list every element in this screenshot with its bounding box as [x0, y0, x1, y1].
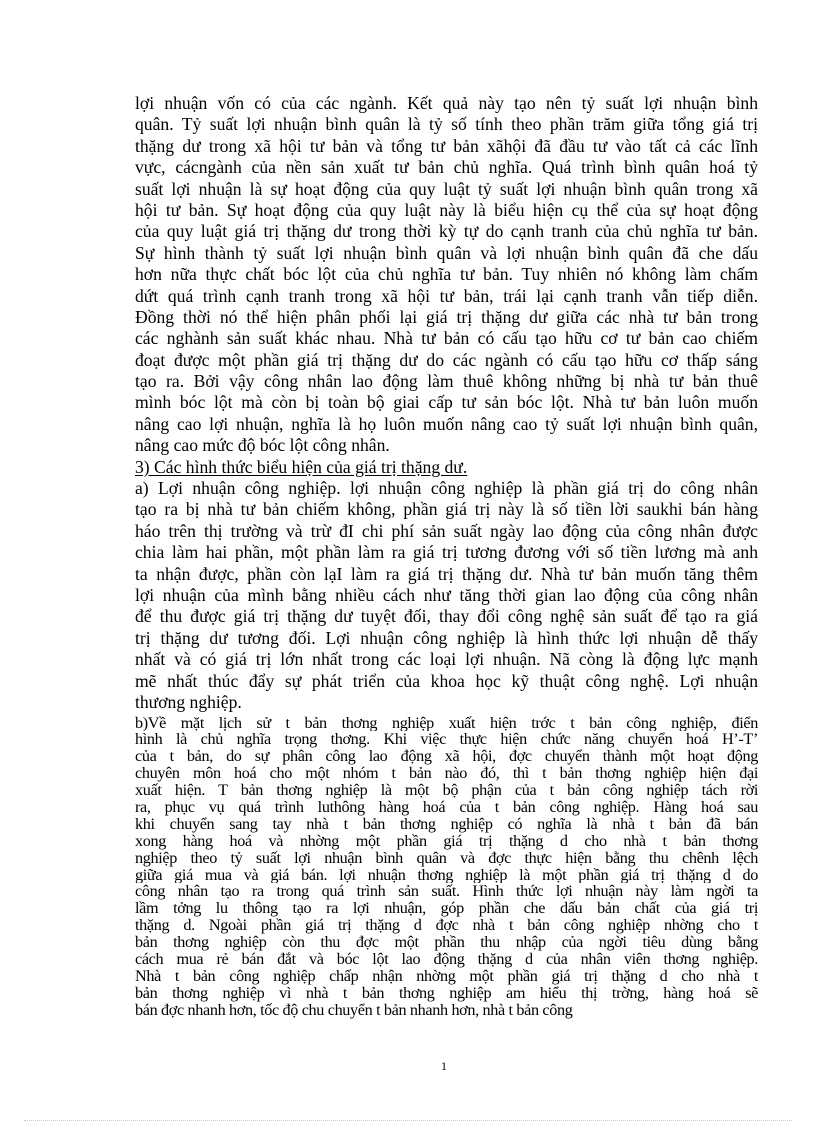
text-line: trị thặng dư tương đối. Lợi nhuận công nghiệp là hình thức lợi nhuận dễ thấy: [135, 627, 758, 648]
text-line: lợi nhuận của mình bằng nhiều cách như tăng thời gian lao động của công nhân: [135, 584, 758, 605]
text-line: vực, cácngành của nền sản xuất tư bản chủ nghĩa. Quá trình bình quân hoá tỷ: [135, 157, 758, 178]
text-line: thương nghiệp.: [135, 691, 242, 712]
text-line: nhất và có giá trị lớn nhất trong các loại lợi nhuận. Nã còng là động lực mạnh: [135, 649, 758, 670]
text-line: hình là chủ nghĩa trọng thơng. Khi việc thực hiện chức năng chuyển hoá H’-T’: [135, 731, 758, 749]
text-line: bản thơng nghiệp vì nhà t bản thơng nghiệp am hiểu thị trờng, hàng hoá sẽ: [135, 984, 758, 1002]
text-line: hội tư bản. Sự hoạt động của quy luật này là biểu hiện cụ thể của sự hoạt động: [135, 199, 758, 220]
section-heading: 3) Các hình thức biểu hiện của giá trị thặng dư.: [135, 456, 468, 477]
paragraph-commercial-profit: [135, 715, 758, 1019]
text-line: thặng dư trong xã hội tư bản và tổng tư bản xãhội đã đầu tư vào tất cả các lĩnh: [135, 135, 758, 156]
text-line: b)Về mặt lịch sử t bản thơng nghiệp xuất hiện trớc t bản công nghiệp, điển: [135, 714, 758, 732]
body-text-upper: [135, 93, 758, 713]
text-line: nghiệp theo tỷ suất lợi nhuận bình quân và đợc thực hiện bằng thu chênh lệch: [135, 849, 758, 867]
text-line: a) Lợi nhuận công nghiệp. lợi nhuận công nghiệp là phần giá trị do công nhân: [135, 478, 758, 499]
text-line: ta nhận được, phần còn lạI làm ra giá trị thặng dư. Nhà tư bản muốn tăng thêm: [135, 563, 758, 584]
text-line: của quy luật giá trị thặng dư trong thời kỳ tự do cạnh tranh của chủ nghĩa tư bản.: [135, 221, 758, 242]
text-line: chuyên môn hoá cho một nhóm t bản nào đó, thì t bản thơng nghiệp hiện đại: [135, 765, 758, 783]
text-line: lợi nhuận vốn có của các ngành. Kết quả này tạo nên tỷ suất lợi nhuận bình: [135, 93, 758, 113]
text-line: mình bóc lột mà còn bị toàn bộ giai cấp tư sản bóc lột. Nhà tư bản luôn muốn: [135, 392, 758, 413]
text-line: mẽ nhất thúc đẩy sự phát triển của khoa học kỹ thuật công nghệ. Lợi nhuận: [135, 670, 758, 691]
text-line: ra, phục vụ quá trình luthông hàng hoá của t bản công nghiệp. Hàng hoá sau: [135, 798, 758, 816]
text-line: công nhân tạo ra trong quá trình sản suất. Hình thức lợi nhuận này làm ngời ta: [135, 883, 758, 901]
paragraph-average-profit: [135, 93, 758, 457]
page-break-divider: [24, 1120, 792, 1121]
text-line: thặng d. Ngoài phần giá trị thặng d đợc nhà t bản công nghiệp nhờng cho t: [135, 917, 758, 935]
text-line: háo trên thị trường và trừ đI chi phí sản suất ngày lao động của công nhân được: [135, 520, 758, 541]
text-line: giữa giá mua và giá bán. lợi nhuận thơng nghiệp là một phần giá trị thặng d do: [135, 866, 758, 884]
page-number: 1: [441, 1059, 447, 1073]
text-line: xong hàng hoá và nhờng một phần giá trị thặng d cho nhà t bản thơng: [135, 832, 758, 850]
text-line: tạo ra. Bởi vậy công nhân lao động làm thuê không những bị nhà tư bản thuê: [135, 371, 758, 392]
text-line: Sự hình thành tỷ suất lợi nhuận bình quân và lợi nhuận bình quân đã che dấu: [135, 242, 758, 263]
text-line: bản thơng nghiệp còn thu đợc một phần thu nhập của ngời tiêu dùng bằng: [135, 934, 758, 951]
text-line: chia làm hai phần, một phần làm ra giá trị tương đương với số tiền lương mà anh: [135, 542, 758, 563]
text-line: của t bản, do sự phân công lao động xã hội, đợc chuyển thành một hoạt động: [135, 748, 758, 766]
text-line: suất lợi nhuận là sự hoạt động của quy luật tỷ suất lợi nhuận bình quân trong xã: [135, 178, 758, 199]
text-line: đoạt được một phần giá trị thặng dư do các ngành có cấu tạo hữu cơ thấp sáng: [135, 349, 758, 370]
paragraph-industrial-profit: [135, 478, 758, 713]
text-line: bán đợc nhanh hơn, tốc độ chu chuyển t bản nhanh hơn, nhà t bản công: [135, 1001, 573, 1019]
text-line: để thu được giá trị thặng dư tuyệt đối, thay đổi công nghệ sản suất để tạo ra giá: [135, 606, 758, 627]
text-line: quân. Tỷ suất lợi nhuận bình quân là tỷ số tính theo phần trăm giữa tổng giá trị: [135, 114, 758, 135]
text-line: nâng cao lợi nhuận, nghĩa là họ luôn muốn nâng cao tỷ suất lợi nhuận bình quân,: [135, 413, 758, 434]
text-line: tạo ra bị nhà tư bản chiếm không, phần giá trị này là số tiền lời saukhi bán hàng: [135, 499, 758, 520]
text-line: xuất hiện. T bản thơng nghiệp là một bộ phận của t bản công nghiệp tách rời: [135, 782, 758, 799]
text-line: lầm tởng lu thông tạo ra lợi nhuận, góp phần che dấu bản chất của giá trị: [135, 900, 758, 918]
text-line: các nghành sản suất khác nhau. Nhà tư bản có cấu tạo hữu cơ tư bản cao chiếm: [135, 328, 758, 349]
text-line: khi chuyển sang tay nhà t bản thơng nghiệp có nghĩa là nhà t bản đã bán: [135, 815, 758, 833]
text-line: cách mua rẻ bán đắt và bóc lột lao động thặng d của nhân viên thơng nghiệp.: [135, 950, 758, 968]
text-line: hơn nữa thực chất bóc lột của chủ nghĩa tư bản. Tuy nhiên nó không làm chấm: [135, 264, 758, 285]
text-line: dứt quá trình cạnh tranh trong xã hội tư bản, trái lại cạnh tranh vẫn tiếp diễn.: [135, 285, 758, 306]
text-line: nâng cao mức độ bóc lột công nhân.: [135, 435, 390, 456]
text-line: Đồng thời nó thể hiện phân phối lại giá trị thặng dư giữa các nhà tư bản trong: [135, 306, 758, 327]
text-line: Nhà t bản công nghiệp chấp nhận nhờng một phần giá trị thặng d cho nhà t: [135, 967, 758, 985]
